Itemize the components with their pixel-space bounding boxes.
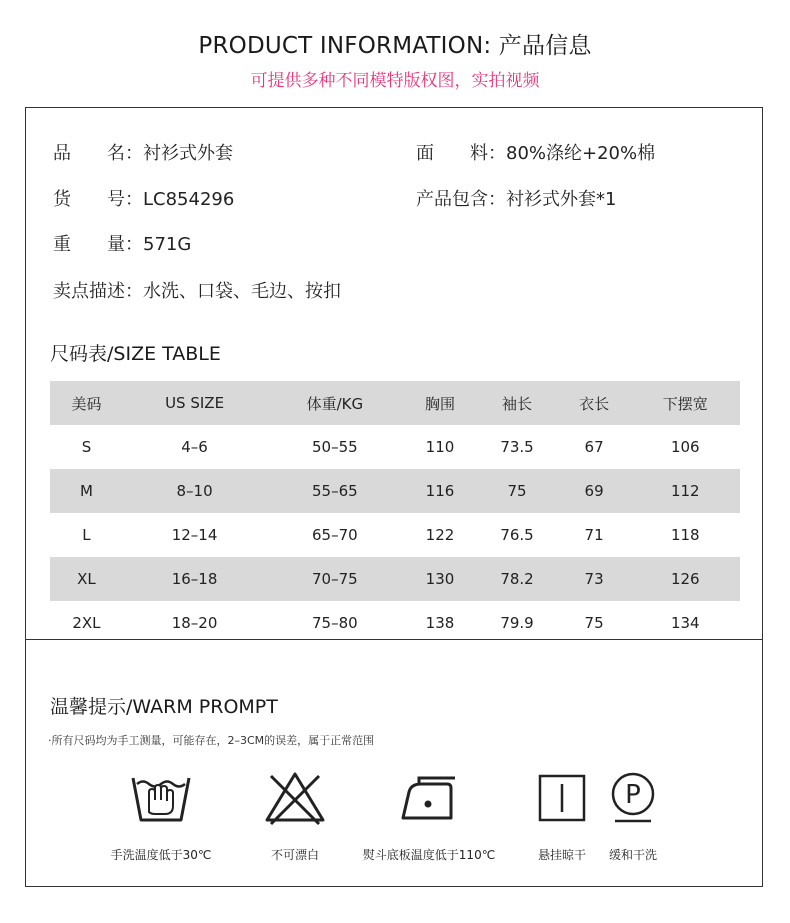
info-name bbox=[53, 139, 233, 165]
column-header: 袖长 bbox=[502, 394, 533, 413]
info-features-label: 卖点描述： bbox=[53, 281, 143, 302]
table-cell: 12–14 bbox=[171, 526, 218, 544]
table-row bbox=[50, 513, 740, 557]
care-item-iron bbox=[359, 770, 499, 863]
table-cell: 138 bbox=[425, 614, 455, 632]
info-sku bbox=[53, 185, 234, 211]
care-item-no-bleach bbox=[225, 770, 365, 863]
info-weight bbox=[53, 230, 191, 256]
table-cell: M bbox=[79, 482, 93, 500]
table-cell: 75–80 bbox=[312, 614, 358, 632]
warm-prompt-heading: 温馨提示/WARM PROMPT bbox=[50, 696, 278, 718]
info-contents bbox=[416, 185, 616, 211]
info-features-value: 水洗、口袋、毛边、按扣 bbox=[143, 281, 341, 302]
table-cell: 8–10 bbox=[176, 482, 213, 500]
table-cell: 118 bbox=[670, 526, 700, 544]
info-contents-label: 产品包含： bbox=[416, 189, 506, 210]
table-row bbox=[50, 425, 740, 469]
info-sku-label: 货 号： bbox=[53, 189, 143, 210]
dry-clean-p-icon bbox=[601, 770, 665, 826]
care-label: 缓和干洗 bbox=[608, 848, 657, 862]
table-cell: 116 bbox=[425, 482, 455, 500]
table-cell: 50–55 bbox=[312, 438, 358, 456]
table-cell: 134 bbox=[670, 614, 700, 632]
table-cell: 16–18 bbox=[171, 570, 218, 588]
info-weight-value: 571G bbox=[143, 234, 192, 255]
care-label: 手洗温度低于30℃ bbox=[110, 848, 212, 862]
svg-text:P: P bbox=[625, 780, 641, 810]
info-fabric bbox=[416, 139, 655, 165]
table-cell: 2XL bbox=[72, 614, 101, 632]
info-name-label: 品 名： bbox=[53, 143, 143, 164]
table-cell: 69 bbox=[584, 482, 604, 500]
table-cell: 4–6 bbox=[181, 438, 208, 456]
iron-low-icon bbox=[397, 770, 461, 826]
table-cell: 18–20 bbox=[171, 614, 218, 632]
info-sku-value: LC854296 bbox=[143, 189, 235, 210]
table-row bbox=[50, 469, 740, 513]
table-cell: 67 bbox=[584, 438, 604, 456]
info-features bbox=[53, 277, 341, 303]
page-title: PRODUCT INFORMATION: 产品信息 bbox=[198, 33, 592, 59]
size-table-header-row bbox=[50, 381, 740, 425]
table-cell: 126 bbox=[670, 570, 700, 588]
column-header: US SIZE bbox=[165, 394, 225, 412]
table-cell: L bbox=[82, 526, 91, 544]
table-cell: 65–70 bbox=[312, 526, 358, 544]
care-item-hand-wash bbox=[91, 770, 231, 863]
size-table bbox=[50, 381, 740, 645]
column-header: 下摆宽 bbox=[662, 394, 708, 413]
table-cell: 110 bbox=[425, 438, 455, 456]
table-cell: 70–75 bbox=[312, 570, 358, 588]
column-header: 衣长 bbox=[579, 394, 610, 413]
column-header: 胸围 bbox=[424, 394, 455, 413]
info-fabric-value: 80%涤纶+20%棉 bbox=[506, 143, 656, 164]
table-cell: 73.5 bbox=[500, 438, 534, 456]
care-label: 不可漂白 bbox=[270, 848, 319, 862]
table-cell: 122 bbox=[425, 526, 455, 544]
table-cell: 112 bbox=[670, 482, 700, 500]
table-cell: XL bbox=[77, 570, 96, 588]
care-item-dry-clean bbox=[563, 770, 703, 863]
table-cell: 106 bbox=[670, 438, 700, 456]
info-weight-label: 重 量： bbox=[53, 234, 143, 255]
no-bleach-icon bbox=[263, 770, 327, 826]
info-name-value: 衬衫式外套 bbox=[143, 143, 233, 164]
care-label: 熨斗底板温度低于110℃ bbox=[362, 848, 496, 862]
table-cell: 71 bbox=[584, 526, 604, 544]
table-cell: 78.2 bbox=[500, 570, 534, 588]
care-label: 悬挂晾干 bbox=[537, 848, 586, 862]
measurement-note: ·所有尺码均为手工测量，可能存在，2–3CM的误差，属于正常范围 bbox=[48, 734, 375, 747]
table-cell: 75 bbox=[584, 614, 604, 632]
column-header: 体重/KG bbox=[306, 394, 364, 413]
table-cell: 79.9 bbox=[500, 614, 534, 632]
table-cell: 73 bbox=[584, 570, 604, 588]
section-divider bbox=[26, 639, 762, 640]
table-cell: 76.5 bbox=[500, 526, 534, 544]
page-subtitle: 可提供多种不同模特版权图，实拍视频 bbox=[250, 71, 540, 91]
table-cell: S bbox=[81, 438, 92, 456]
table-cell: 55–65 bbox=[312, 482, 358, 500]
column-header: 美码 bbox=[71, 394, 102, 413]
hand-wash-icon bbox=[129, 770, 193, 826]
size-table-heading: 尺码表/SIZE TABLE bbox=[50, 343, 221, 365]
table-cell: 75 bbox=[507, 482, 527, 500]
table-cell: 130 bbox=[425, 570, 455, 588]
table-row bbox=[50, 557, 740, 601]
info-fabric-label: 面 料： bbox=[416, 143, 506, 164]
product-info-panel bbox=[25, 107, 763, 887]
info-contents-value: 衬衫式外套*1 bbox=[506, 189, 617, 210]
